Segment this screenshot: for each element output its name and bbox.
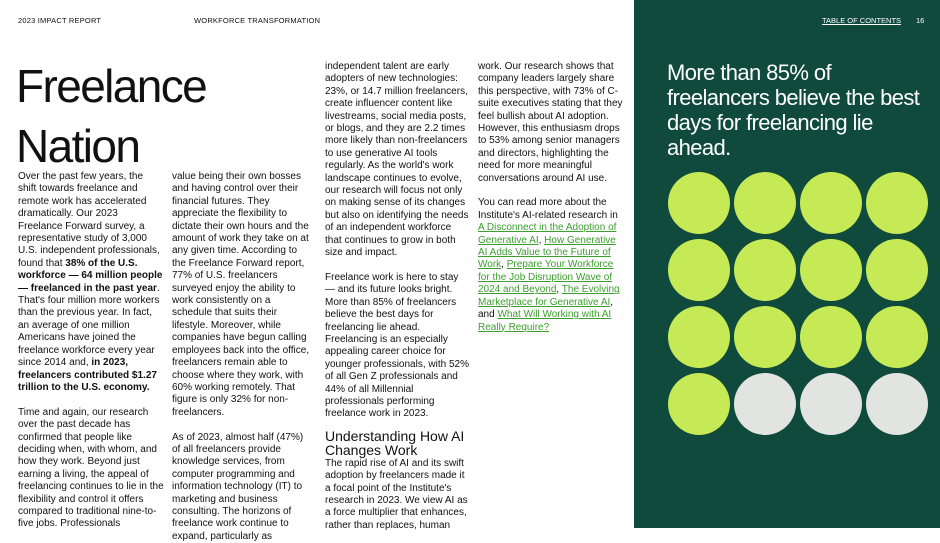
- sep: ,: [501, 259, 507, 271]
- link-evolving-marketplace[interactable]: The Evolving Marketplace for Generative AI: [478, 284, 620, 308]
- dot-filled: [866, 172, 928, 234]
- col1-bold-economy: in 2023, freelancers contributed $1.27 trillion to the U.S. economy.: [18, 357, 157, 393]
- col3-paragraph-1: independent talent are early adopters of new technologies: 23%, or 14.7 million freelancers, create influencer content like livestreams, social media posts, or blogs, and they are 2.2 times more likely than non-freelancers to use generative AI tools regularly. As the world's work landscape continues to evolve, our research will focus not only on making sense of its changes but also on identifying the needs of an independent workforce that continues to grow in both size and impact.: [325, 61, 469, 259]
- dot-filled: [668, 306, 730, 368]
- col3-paragraph-3: The rapid rise of AI and its swift adoption by freelancers made it a focal point of the Institute's research in 2023. We view AI as a force multiplier that enhances, rather than replaces, human: [325, 457, 468, 531]
- dot-filled: [734, 306, 796, 368]
- col2-paragraph-1: value being their own bosses and having control over their financial futures. They appreciate the flexibility to dictate their own hours and the amount of work they take on at any given time. According to the Freelance Forward report, 77% of U.S. freelancers surveyed enjoy the ability to work consistently on a schedule that suits their lifestyle. Moreover, while companies have begun calling employees back into the office, freelancers remain able to choose where they work, with 60% working remotely. That figure is only 32% for non-freelancers.: [172, 171, 310, 418]
- col4-paragraph-1: work. Our research shows that company leaders largely share this perspective, with 73% of C-suite executives stating that they feel bullish about AI adoption. However, this enthusiasm drops to 53% among senior managers and directors, highlighting the need for more meaningful conversations around AI use.: [478, 61, 623, 184]
- section-label: WORKFORCE TRANSFORMATION: [194, 16, 321, 25]
- dot-filled: [668, 172, 730, 234]
- col1-text-c: . That's four million more workers than the previous year. In fact, an average of one million Americans have joined the freelance workforce every year since 2014 and,: [18, 282, 160, 369]
- dot-filled: [800, 306, 862, 368]
- col1-paragraph-2: Time and again, our research over the past decade has confirmed that people like deciding when, with whom, and how they work. Beyond just earning a living, the appeal of freelancing continues to lie in the flexibility and control it offers compared to traditional nine-to-five jobs. Professionals: [18, 406, 164, 530]
- sep: ,: [556, 284, 562, 296]
- table-of-contents-link[interactable]: TABLE OF CONTENTS: [822, 16, 902, 25]
- dot-empty: [866, 373, 928, 435]
- title-line-2: Nation: [16, 120, 140, 172]
- page-title: [16, 56, 206, 176]
- dot-filled: [800, 172, 862, 234]
- link-job-disruption[interactable]: Prepare Your Workforce for the Job Disruption Wave of 2024 and Beyond: [478, 259, 614, 296]
- sep: ,: [538, 234, 545, 246]
- dot-filled: [866, 306, 928, 368]
- col1-paragraph-1: [18, 171, 164, 394]
- dot-filled: [734, 239, 796, 301]
- report-label: 2023 IMPACT REPORT: [18, 16, 102, 25]
- dot-filled: [734, 172, 796, 234]
- col4-intro: You can read more about the Institute's AI-related research in: [478, 197, 618, 221]
- subheading: Understanding How AI Changes Work: [325, 427, 465, 459]
- col3-paragraph-2: Freelance work is here to stay — and its future looks bright. More than 85% of freelancers believe the best days for freelancing lie ahead. Freelancing is an especially appealing career choice for younger professionals, with 52% of all Gen Z professionals and 44% of all Millennial professionals performing freelance work in 2023.: [325, 271, 469, 420]
- sep: , and: [478, 296, 614, 321]
- dot-filled: [668, 373, 730, 435]
- dot-filled: [668, 239, 730, 301]
- column-3: [325, 61, 470, 532]
- dot-empty: [734, 373, 796, 435]
- col1-bold-stat: 38% of the U.S. workforce — 64 million people — freelanced in the past year: [18, 257, 163, 294]
- dot-filled: [866, 239, 928, 301]
- page-number: 16: [916, 16, 925, 25]
- col2-paragraph-2: As of 2023, almost half (47%) of all freelancers provide knowledge services, from computer programming and information technology (IT) to marketing and business consulting. The horizons of freelance work continue to expand, particularly as: [172, 431, 304, 542]
- column-4: [478, 61, 626, 334]
- column-1: [18, 171, 164, 531]
- link-disconnect-adoption[interactable]: A Disconnect in the Adoption of Generative AI: [478, 222, 617, 246]
- dot-filled: [800, 239, 862, 301]
- column-2: [172, 171, 312, 543]
- title-line-1: Freelance: [16, 60, 207, 112]
- callout-quote: More than 85% of freelancers believe the best days for freelancing lie ahead.: [667, 60, 920, 160]
- col4-paragraph-2: [478, 197, 626, 333]
- link-generative-ai-value[interactable]: How Generative AI Adds Value to the Future of Work: [478, 234, 616, 271]
- callout-panel: [634, 0, 940, 528]
- dot-empty: [800, 373, 862, 435]
- link-working-with-ai[interactable]: What Will Working with AI Really Require?: [478, 309, 612, 333]
- col1-text-a: Over the past few years, the shift towards freelance and remote work has accelerated dramatically. Our 2023 Freelance Forward survey, a representative study of 3,000 U.S. independent professionals, found that: [18, 171, 160, 269]
